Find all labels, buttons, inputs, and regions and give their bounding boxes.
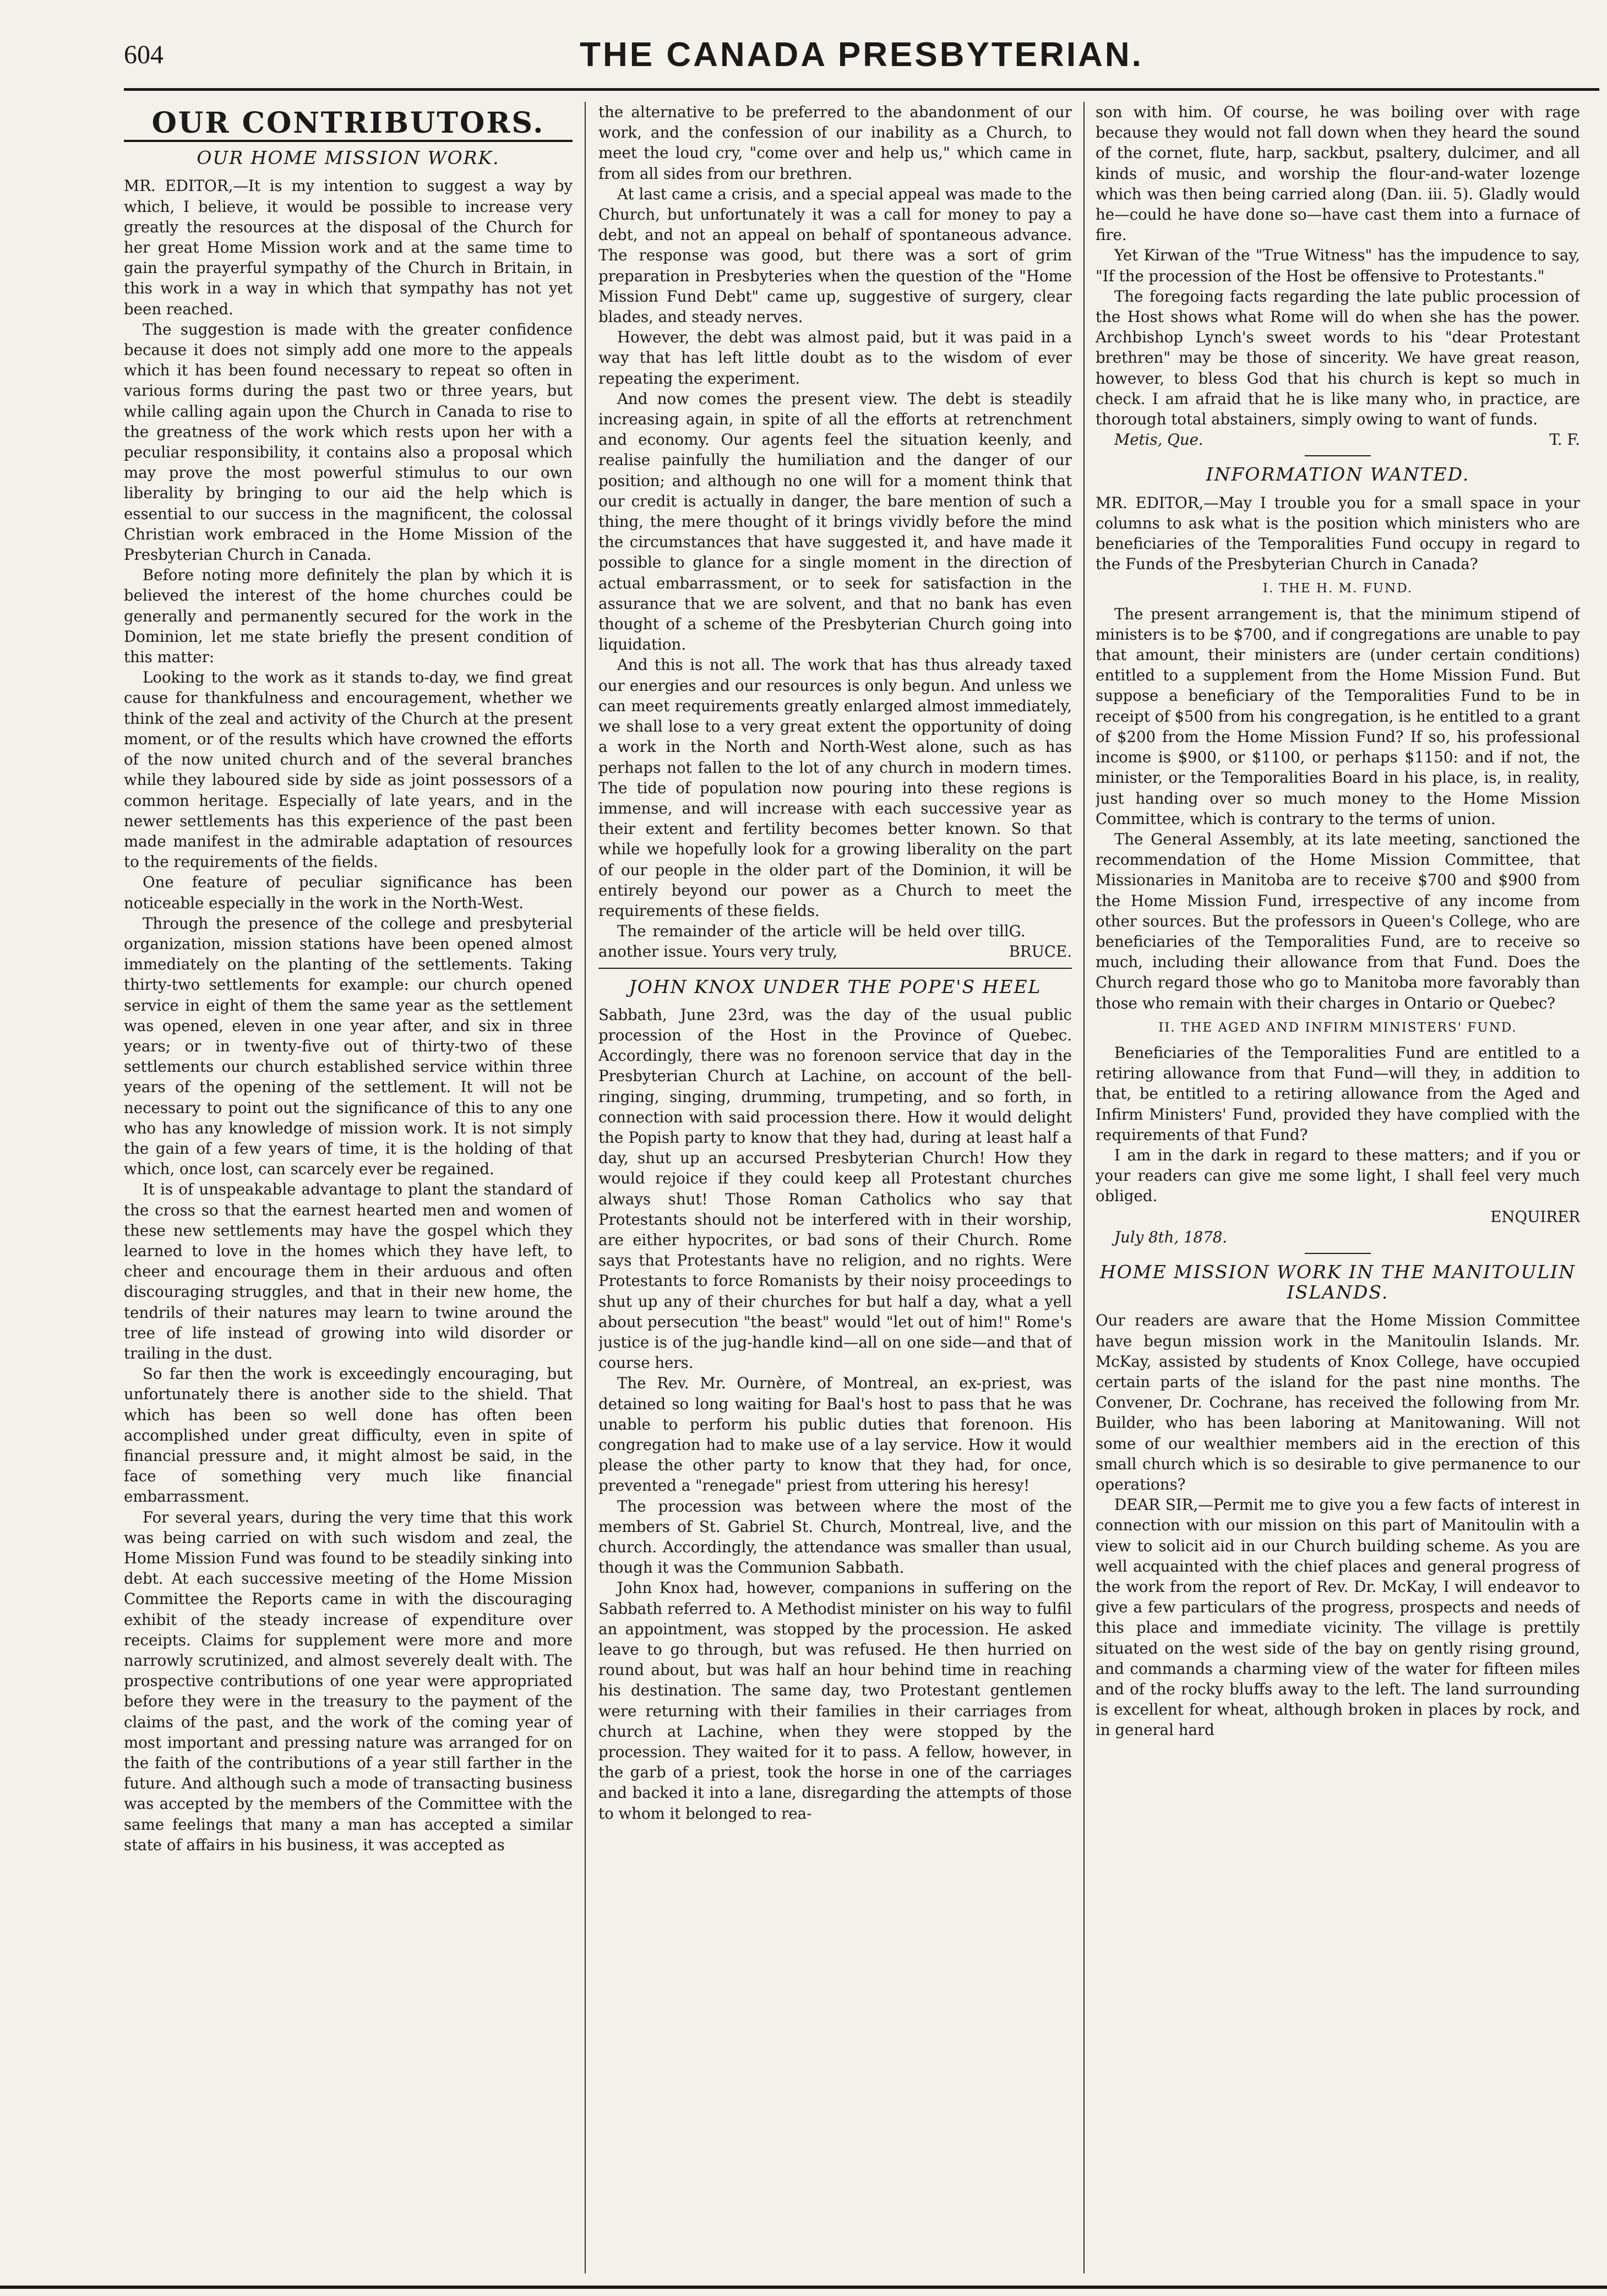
section-heading: I. THE H. M. FUND. xyxy=(1262,581,1413,596)
article-paragraph: So far then the work is exceedingly encouraging, but unfortunately there is another side to the shield. That which has been so well done has often been accomplished under great difficulty, even in spite of financial pressure and, it might almost be said, in the face of something very much like financial embarrassment. xyxy=(124,1365,573,1506)
article-paragraph: The Rev. Mr. Ournère, of Montreal, an ex-priest, was detained so long waiting for Baal's host to pass that he was unable to perform his public duties that forenoon. His congregation had to make use of a lay service. How it would please the other party to know that they had, for once, prevented a "renegade" priest from uttering his heresy! xyxy=(598,1374,1072,1495)
article-separator xyxy=(598,968,1072,969)
article-paragraph: Through the presence of the college and presbyterial organization, mission stations have been opened almost immediately on the planting of the settlements. Taking thirty-two settlements for example: our church opened service in eight of them the same year as the settlement was opened, eleven in one year after, and six in three years; or in twenty-five out of thirty-two of these settlements our church established service within three years of the opening of the settlement. It will not be necessary to point out the significance of this to any one who has any knowledge of mission work. It is not simply the gain of a few years of time, it is the holding of that which, once lost, can scarcely ever be regained. xyxy=(124,914,573,1179)
masthead xyxy=(124,33,1599,88)
article-paragraph: The foregoing facts regarding the late public procession of the Host shows what Rome will do when she has the power. Archbishop Lynch's sweet words to his "dear Protestant brethren" may be those of sincerity. We have great reason, however, to bless God that his church is kept so much in check. I am afraid that he is like many who, in practice, are thorough total abstainers, simply owing to want of funds. xyxy=(1096,287,1580,429)
article-paragraph: The suggestion is made with the greater confidence because it does not simply add one more to the appeals which it has been found necessary to repeat so often in various forms during the past two or three years, but while calling again upon the Church in Canada to rise to the greatness of the work which rests upon her with a peculiar responsibility, it contains also a proposal which may prove the most powerful stimulus to our own liberality by bringing to our aid the help which is essential to our success in the magnificent, the colossal Christian work embraced in the Home Mission of the Presbyterian Church in Canada. xyxy=(124,320,573,564)
column-divider xyxy=(585,102,586,2273)
article-paragraph: I am in the dark in regard to these matters; and if you or your readers can give me some light, I shall feel very much obliged. xyxy=(1096,1146,1580,1206)
dateline: Metis, Que. xyxy=(1114,430,1203,449)
column-divider xyxy=(1083,102,1085,2273)
signature-line xyxy=(1096,1145,1580,1207)
article-separator xyxy=(1305,1253,1371,1254)
article-paragraph: Beneficiaries of the Temporalities Fund are entitled to a retiring allowance from that Fund—will they, in addition to that, be entitled to a retiring allowance from the Aged and Infirm Ministers' Fund, provided they have complied with the requirements of that Fund? xyxy=(1096,1043,1580,1144)
article-paragraph: the alternative to be preferred to the abandonment of our work, and the confession of our inability as a Church, to meet the loud cry, "come over and help us," which came in from all sides from our brethren. xyxy=(598,103,1072,183)
article-paragraph: Before noting more definitely the plan by which it is believed the interest of the home churches could be generally and permanently secured for the work in the Dominion, let me state briefly the present condition of this matter: xyxy=(124,566,573,667)
article-paragraph: Our readers are aware that the Home Mission Committee have begun mission work in the Manitoulin Islands. Mr. McKay, assisted by students of Knox College, have occupied certain parts of the island for the past nine months. The Convener, Dr. Cochrane, has received the following from Mr. Builder, who has been laboring at Manitowaning. Will not some of our wealthier members aid in the erection of this small church which is so desirable to give permanence to our operations? xyxy=(1096,1311,1580,1493)
article-paragraph: son with him. Of course, he was boiling over with rage because they would not fall down when they heard the sound of the cornet, flute, harp, sackbut, psaltery, dulcimer, and all kinds of music, and worship the flour-and-water lozenge which was then being carried along (Dan. iii. 5). Gladly would he—could he have done so—have cast them into a furnace of fire. xyxy=(1096,103,1580,244)
article-paragraph: DEAR SIR,—Permit me to give you a few facts of interest in connection with our mission on this part of Manitoulin with a view to solicit aid in our Church building scheme. As you are well acquainted with the chief places and general progress of the work from the report of Rev. Dr. McKay, I will endeavor to give a few particulars of the progress, prospects and needs of this place and immediate vicinity. The village is prettily situated on the west side of the bay on gently rising ground, and commands a charming view of the water for fifteen miles and of the rocky bluffs away to the left. The land surrounding is excellent for wheat, although broken in places by rock, and in general hard xyxy=(1096,1496,1580,1739)
article-paragraph: And now comes the present view. The debt is steadily increasing again, in spite of all the efforts at retrenchment and economy. Our agents feel the situation keenly, and realise painfully the humiliation and the danger of our position; and although no one will for a moment think that our credit is actually in danger, the bare mention of such a thing, the mere thought of it brings vividly before the mind the circumstances that have suggested it, and have made it possible to glance for a single moment in the direction of actual embarrassment, or to seek for satisfaction in the assurance that we are solvent, and that no bank has even thought of a scheme of the Presbyterian Church going into liquidation. xyxy=(598,389,1072,654)
masthead-rule xyxy=(124,88,1599,91)
article-paragraph: However, the debt was almost paid, but it was paid in a way that has left little doubt as to the wisdom of ever repeating the experiment. xyxy=(598,328,1072,388)
column-3 xyxy=(1096,102,1580,2273)
page-number: 604 xyxy=(124,40,164,69)
article-paragraph: For several years, during the very time that this work was being carried on with such wisdom and zeal, the Home Mission Fund was found to be steadily sinking into debt. At each successive meeting of the Home Mission Committee the Reports came in with the discouraging exhibit of the steady increase of expenditure over receipts. Claims for supplement were more and more narrowly scrutinized, and almost severely dealt with. The prospective contributions of one year were appropriated before they were in the treasury to the payment of the claims of the past, and the work of the coming year of most important and pressing nature was arranged for on the faith of the contributions of a year still farther in the future. And although such a mode of transacting business was accepted by the members of the Committee with the same feelings that many a man has accepted a similar state of affairs in his business, it was accepted as xyxy=(124,1508,573,1854)
signature-line xyxy=(598,921,1072,962)
author-signature: ENQUIRER xyxy=(1490,1207,1580,1226)
article-paragraph: John Knox had, however, companions in suffering on the Sabbath referred to. A Methodist minister on his way to fulfil an appointment, was stopped by the procession. He asked leave to go through, but was refused. He then hurried on round about, but was half an hour behind time in reaching his destination. The same day, two Protestant gentlemen were returning with their families in their carriages from church at Lachine, when they were stopped by the procession. They waited for it to pass. A fellow, however, in the garb of a priest, took the horse in one of the carriages and backed it into a lane, disregarding the attempts of those to whom it belonged to rea- xyxy=(598,1579,1072,1823)
article-paragraph: At last came a crisis, and a special appeal was made to the Church, but unfortunately it was a call for money to pay a debt, and not an appeal on behalf of spontaneous advance. The response was good, but there was a sort of grim preparation in Presbyteries when the question of the "Home Mission Fund Debt" came up, suggestive of surgery, clear blades, and steady nerves. xyxy=(598,184,1072,326)
article-paragraph: Yet Kirwan of the "True Witness" has the impudence to say, "If the procession of the Host be offensive to Protestants." xyxy=(1096,246,1580,285)
page-bottom-rule xyxy=(0,2286,1607,2289)
article-paragraph: The General Assembly, at its late meeting, sanctioned the recommendation of the Home Mission Committee, that Missionaries in Manitoba are to receive $700 and $900 from the Home Mission Fund, irrespective of any income from other sources. But the professors in Queen's College, who are beneficiaries of the Temporalities Fund, are to receive so much, including their allowance from that Fund. Does the Church regard those who go to Manitoba more favorably than those who remain with their charges in Ontario or Quebec? xyxy=(1096,830,1580,1012)
article-paragraph: The remainder of the article will be held over till another issue. Yours very truly, xyxy=(598,922,1009,961)
column-2 xyxy=(598,102,1072,2273)
article-paragraph: MR. EDITOR,—May I trouble you for a small space in your columns to ask what is the position which ministers who are beneficiaries of the Temporalities Fund occupy in regard to the Funds of the Presbyterian Church in Canada? xyxy=(1096,493,1580,574)
article-paragraph: The present arrangement is, that the minimum stipend of ministers is to be $700, and if congregations are unable to pay that amount, their ministers are (under certain conditions) entitled to a supplement from the Home Mission Fund. But suppose a beneficiary of the Temporalities Fund to be in receipt of $500 from his congregation, is he entitled to a grant of $200 from the Home Mission Fund? If so, his professional income is $900, or $1100, or perhaps $1150: and if not, the minister, or the Temporalities Board in his place, is, in reality, just handing over so much money to the Home Mission Committee, which is contrary to the terms of union. xyxy=(1096,604,1580,828)
column-1 xyxy=(124,102,573,2273)
section-heading: II. THE AGED AND INFIRM MINISTERS' FUND. xyxy=(1158,1020,1517,1035)
article-headline: INFORMATION WANTED. xyxy=(1206,463,1470,486)
author-signature: T. F. xyxy=(1549,430,1580,449)
dateline: July 8th, 1878. xyxy=(1114,1228,1227,1246)
author-signature: G. BRUCE. xyxy=(1009,922,1072,961)
newspaper-title: THE CANADA PRESBYTERIAN. xyxy=(580,36,1143,74)
article-paragraph: MR. EDITOR,—It is my intention to suggest a way by which, I believe, it would be possible to increase very greatly the resources at the disposal of the Church for her great Home Mission work and at the same time to gain the prayerful sympathy of the Church in Britain, in this work in a way in which that sympathy has not yet been reached. xyxy=(124,177,573,318)
article-paragraph: Sabbath, June 23rd, was the day of the usual public procession of the Host in the Province of Quebec. Accordingly, there was no forenoon service that day in the Presbyterian Church at Lachine, on account of the bell-ringing, singing, drumming, trumpeting, and so forth, in connection with said procession there. How it would delight the Popish party to know that they had, during at least half a day, shut up an accursed Presbyterian Church! How they would rejoice if they could keep all Protestant churches always shut! Those Roman Catholics who say that Protestants should not be interfered with in their worship, are either hypocrites, or bad sons of their Church. Rome says that Protestants have no religion, and no rights. Were Protestants to force Romanists by their noisy proceedings to shut up any of their churches for but half a day, what a yell about persecution "the beast" would "let out of him!" Rome's justice is of the jug-handle kind—all on one side—and that of course hers. xyxy=(598,1005,1072,1372)
article-paragraph: Looking to the work as it stands to-day, we find great cause for thankfulness and encouragement, whether we think of the zeal and activity of the Church at the present moment, or of the results which have crowned the efforts of the now united church and of the several branches while they laboured side by side as joint possessors of a common heritage. Especially of late years, and in the newer settlements has this experience of the past been made manifest in the admirable adaptation of resources to the requirements of the fields. xyxy=(124,668,573,871)
heading-rule xyxy=(124,140,573,142)
article-headline: JOHN KNOX UNDER THE POPE'S HEEL xyxy=(629,975,1042,997)
article-separator xyxy=(1305,455,1371,456)
article-paragraph: The procession was between where the most of the members of St. Gabriel St. Church, Montreal, live, and the church. Accordingly, the attendance was smaller than usual, though it was the Communion Sabbath. xyxy=(598,1497,1072,1577)
department-heading: OUR CONTRIBUTORS. xyxy=(151,106,545,140)
article-paragraph: And this is not all. The work that has thus already taxed our energies and our resources is only begun. And unless we can meet requirements greatly enlarged almost immediately, we shall lose to a very great extent the opportunity of doing a work in the North and North-West alone, such as has perhaps not fallen to the lot of any church in modern times. The tide of population now pouring into these regions is immense, and will increase with each successive year as their extent and fertility becomes better known. So that while we hopefully look for a growing liberality on the part of our people in the older part of the Dominion, it will be entirely beyond our power as a Church to meet the requirements of these fields. xyxy=(598,656,1072,920)
article-paragraph: It is of unspeakable advantage to plant the standard of the cross so that the earnest hearted men and women of these new settlements may have the gospel which they learned to love in the homes which they have left, to cheer and encourage them in their arduous and often discouraging struggles, and that in their new home, the tendrils of their natures may learn to twine around the tree of life instead of growing into wild disorder or trailing in the dust. xyxy=(124,1180,573,1362)
article-headline: OUR HOME MISSION WORK. xyxy=(197,147,500,169)
signature-line xyxy=(1096,429,1580,450)
article-paragraph: One feature of peculiar significance has been noticeable especially in the work in the North-West. xyxy=(124,873,573,912)
article-headline: HOME MISSION WORK IN THE MANITOULIN ISLANDS. xyxy=(1099,1261,1576,1304)
